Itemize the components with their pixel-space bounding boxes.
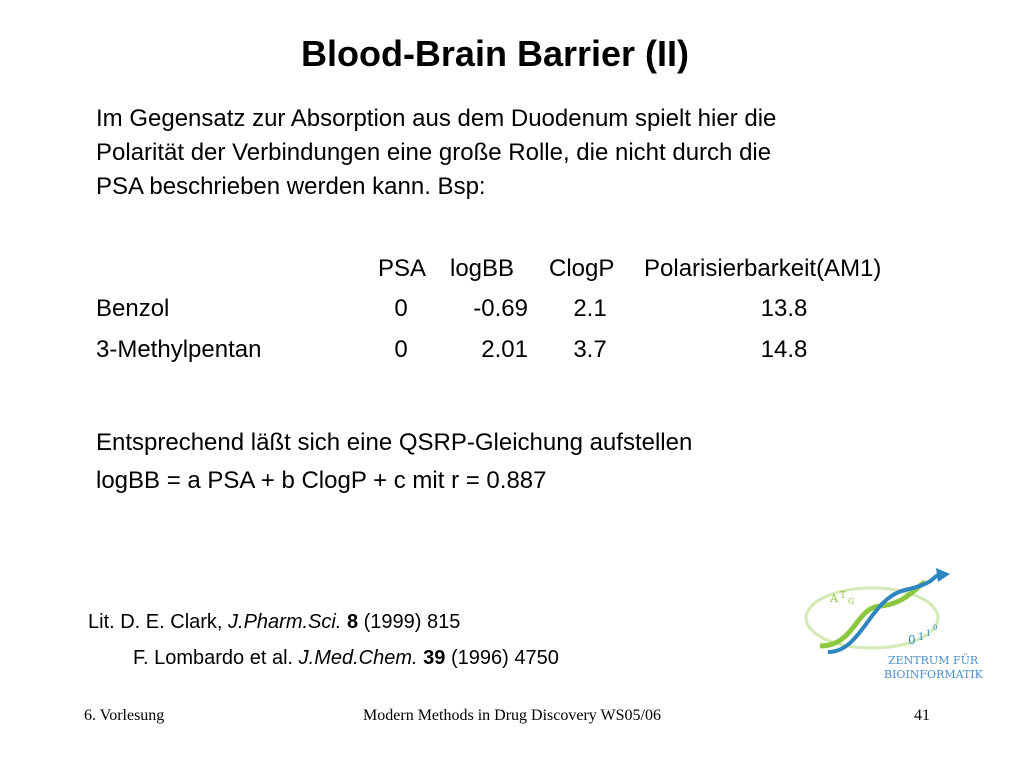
table-header-row: [0, 252, 1024, 286]
psa-value: 0: [394, 336, 408, 363]
svg-text:0: 0: [908, 633, 916, 647]
intro-paragraph: [96, 102, 936, 204]
polarizability-value: 14.8: [760, 336, 808, 363]
reference-item: [88, 604, 559, 640]
reference-item: [88, 640, 559, 676]
equation-formula: logBB = a PSA + b ClogP + c mit r = 0.887: [96, 467, 547, 494]
footer-course: Modern Methods in Drug Discovery WS05/06: [363, 707, 661, 724]
bioinformatics-center-logo: [800, 568, 983, 686]
header-logbb: logBB: [450, 255, 515, 282]
logo-line-1: ZENTRUM FÜR: [888, 654, 979, 667]
clogp-value: 3.7: [573, 336, 607, 363]
equation-block: [96, 424, 692, 500]
header-clogp: ClogP: [549, 255, 615, 282]
svg-text:1: 1: [918, 632, 925, 643]
reference-year-page: (1996) 4750: [445, 647, 559, 669]
svg-text:1: 1: [926, 629, 932, 638]
header-polarizability: Polarisierbarkeit(AM1): [644, 255, 882, 282]
reference-volume: 8: [346, 611, 359, 633]
reference-volume: 39: [423, 647, 446, 669]
logbb-value: 2.01: [481, 336, 528, 363]
compound-name: Benzol: [96, 295, 170, 322]
reference-year-page: (1999) 815: [358, 611, 461, 633]
svg-text:A: A: [830, 592, 838, 605]
reference-authors: Lit. D. E. Clark,: [88, 611, 229, 633]
equation-intro: Entsprechend läßt sich eine QSRP-Gleichung aufstellen: [96, 429, 693, 456]
compound-name: 3-Methylpentan: [96, 336, 262, 363]
svg-text:G: G: [848, 597, 855, 606]
table-row: [0, 292, 1024, 326]
intro-line: PSA beschrieben werden kann. Bsp:: [96, 173, 486, 200]
reference-authors: F. Lombardo et al.: [133, 647, 299, 669]
polarizability-value: 13.8: [760, 295, 808, 322]
intro-line: Polarität der Verbindungen eine große Rolle, die nicht durch die: [96, 139, 772, 166]
footer-page-number: 41: [914, 707, 930, 724]
header-psa: PSA: [378, 255, 427, 282]
svg-text:0: 0: [933, 624, 938, 632]
logo-line-2: BIOINFORMATIK: [884, 668, 983, 681]
references: [88, 604, 559, 676]
psa-value: 0: [394, 295, 408, 322]
intro-line: Im Gegensatz zur Absorption aus dem Duodenum spielt hier die: [96, 105, 777, 132]
reference-journal: J.Med.Chem.: [298, 647, 418, 669]
svg-text:T: T: [840, 591, 847, 601]
clogp-value: 2.1: [573, 295, 607, 322]
slide-title: Blood-Brain Barrier (II): [300, 33, 690, 74]
reference-journal: J.Pharm.Sci.: [228, 611, 342, 633]
footer-lecture: 6. Vorlesung: [84, 707, 165, 724]
table-row: [0, 333, 1024, 367]
logbb-value: -0.69: [473, 295, 528, 322]
